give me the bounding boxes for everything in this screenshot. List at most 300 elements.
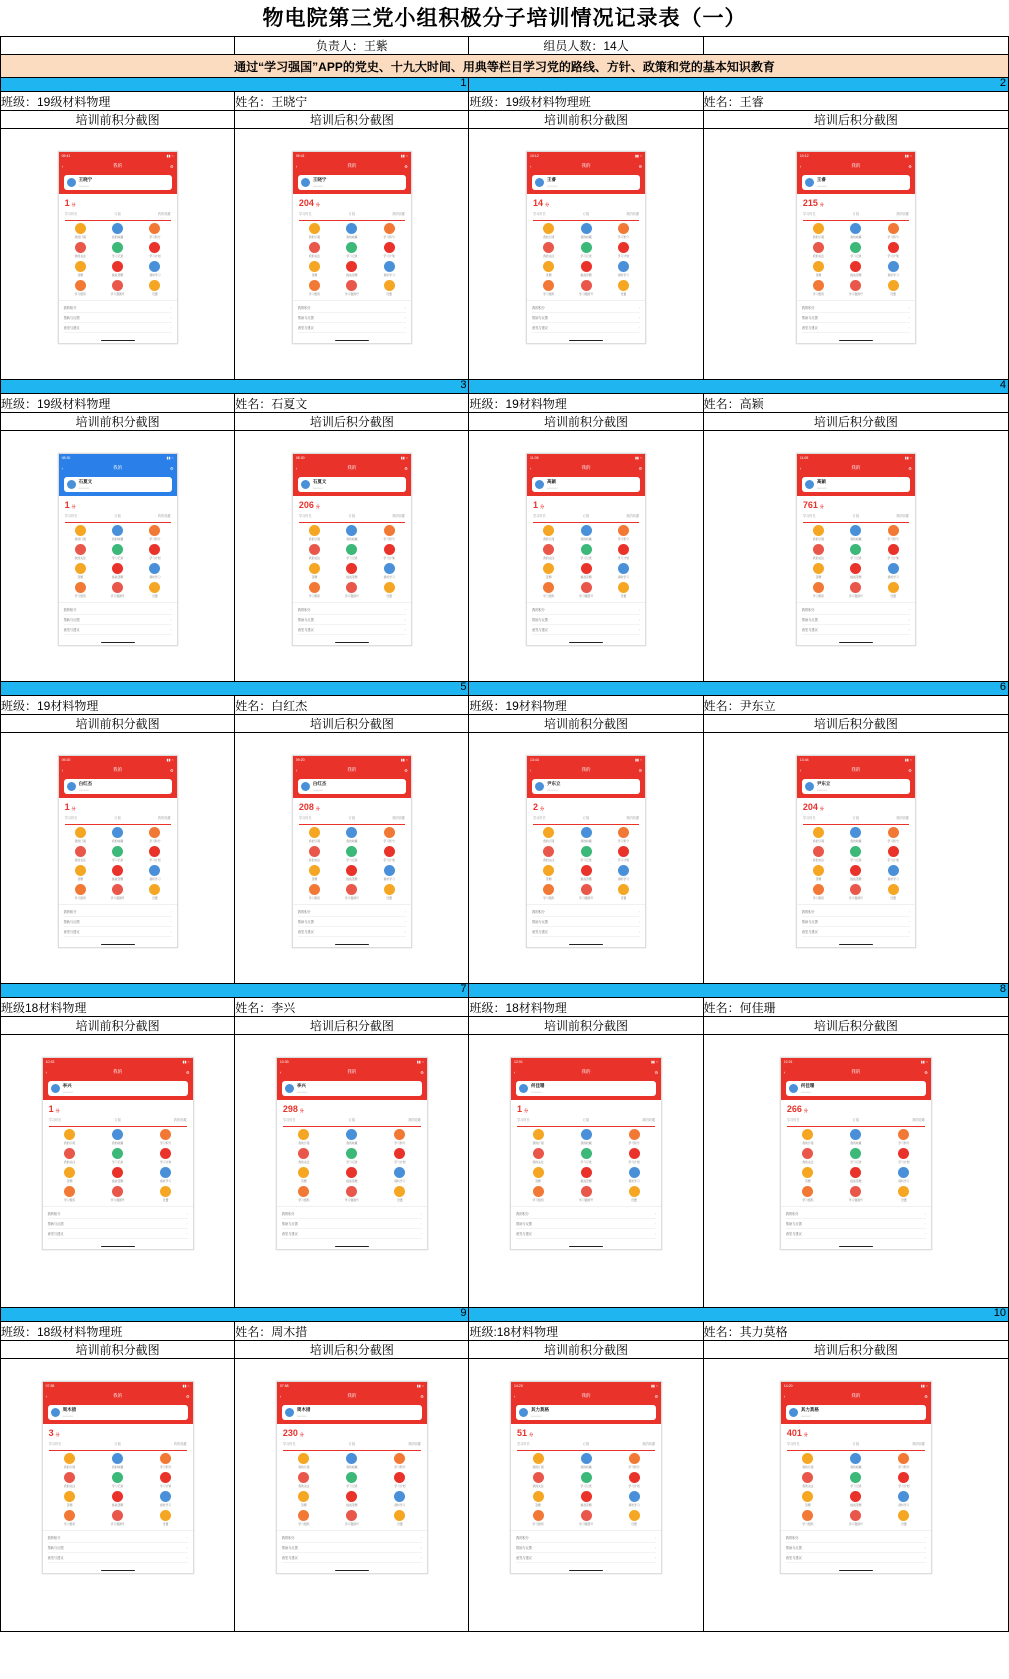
tile-item[interactable]: [515, 1491, 561, 1507]
tile-item[interactable]: [881, 1148, 927, 1164]
tile-item[interactable]: [137, 223, 172, 239]
tile-item[interactable]: [334, 544, 369, 560]
tile-item[interactable]: [95, 1510, 141, 1526]
tile-item[interactable]: [785, 1510, 831, 1526]
list-item[interactable]: [786, 1209, 926, 1219]
tile-item[interactable]: [143, 1148, 189, 1164]
tile-item[interactable]: [881, 1167, 927, 1183]
list-item[interactable]: [786, 1219, 926, 1229]
tile-item[interactable]: [531, 827, 566, 843]
list-item[interactable]: [282, 1229, 422, 1239]
app-tab[interactable]: 我的收藏: [408, 1118, 421, 1122]
gear-icon[interactable]: ⚙: [170, 163, 174, 169]
tile-item[interactable]: [838, 280, 873, 296]
tile-item[interactable]: [568, 223, 603, 239]
app-tab[interactable]: 订阅: [114, 816, 121, 820]
tile-item[interactable]: [833, 1186, 879, 1202]
profile-row[interactable]: [802, 779, 910, 794]
app-tabs[interactable]: [797, 814, 915, 823]
app-tab[interactable]: 学习时长: [48, 1118, 62, 1122]
app-tab[interactable]: 学习时长: [533, 514, 546, 518]
gear-icon[interactable]: ⚙: [654, 1069, 659, 1075]
tile-item[interactable]: [606, 865, 641, 881]
gear-icon[interactable]: ⚙: [924, 1393, 928, 1399]
list-item[interactable]: [48, 1553, 188, 1563]
app-tab[interactable]: 学习时长: [298, 514, 312, 518]
list-item[interactable]: [282, 1219, 422, 1229]
tile-item[interactable]: [371, 242, 406, 258]
app-tab[interactable]: 我的收藏: [912, 1118, 925, 1122]
list-item[interactable]: [282, 1533, 422, 1543]
app-tab[interactable]: 我的收藏: [173, 1442, 187, 1446]
tile-item[interactable]: [334, 261, 369, 277]
tile-item[interactable]: [833, 1453, 879, 1469]
list-item[interactable]: [802, 927, 910, 937]
tile-item[interactable]: [137, 525, 172, 541]
app-tab[interactable]: 学习时长: [802, 514, 816, 518]
gear-icon[interactable]: ⚙: [170, 767, 174, 773]
tile-item[interactable]: [881, 1453, 927, 1469]
tile-item[interactable]: [143, 1491, 189, 1507]
profile-row[interactable]: [298, 477, 406, 492]
app-tabs[interactable]: [43, 1116, 193, 1125]
list-item[interactable]: [64, 323, 172, 333]
tile-item[interactable]: [606, 563, 641, 579]
app-tab[interactable]: 订阅: [348, 1442, 356, 1446]
tile-item[interactable]: [143, 1453, 189, 1469]
tile-item[interactable]: [611, 1453, 657, 1469]
tile-item[interactable]: [801, 846, 836, 862]
gear-icon[interactable]: ⚙: [186, 1393, 190, 1399]
tile-item[interactable]: [801, 865, 836, 881]
app-tab[interactable]: 学习时长: [298, 816, 312, 820]
tile-item[interactable]: [95, 1167, 141, 1183]
tile-item[interactable]: [329, 1186, 375, 1202]
back-icon[interactable]: ‹: [61, 767, 64, 773]
app-tab[interactable]: 学习时长: [786, 1442, 800, 1446]
tile-item[interactable]: [606, 846, 641, 862]
app-tab[interactable]: 订阅: [582, 514, 590, 518]
tile-item[interactable]: [281, 1167, 327, 1183]
tile-item[interactable]: [801, 582, 836, 598]
gear-icon[interactable]: ⚙: [186, 1069, 190, 1075]
tile-item[interactable]: [531, 223, 566, 239]
back-icon[interactable]: ‹: [295, 767, 298, 773]
tile-item[interactable]: [329, 1129, 375, 1145]
tile-item[interactable]: [95, 1472, 141, 1488]
gear-icon[interactable]: ⚙: [908, 465, 912, 471]
tile-item[interactable]: [833, 1491, 879, 1507]
tile-item[interactable]: [297, 865, 332, 881]
back-icon[interactable]: ‹: [530, 767, 532, 773]
list-item[interactable]: [64, 917, 172, 927]
app-tab[interactable]: 订阅: [852, 514, 860, 518]
app-tab[interactable]: 我的收藏: [392, 816, 405, 820]
back-icon[interactable]: ‹: [799, 465, 802, 471]
app-tab[interactable]: 我的收藏: [173, 1118, 187, 1122]
app-tab[interactable]: 订阅: [114, 212, 121, 216]
list-item[interactable]: [532, 917, 640, 927]
list-item[interactable]: [786, 1229, 926, 1239]
tile-item[interactable]: [838, 525, 873, 541]
list-item[interactable]: [298, 605, 406, 615]
tile-item[interactable]: [63, 884, 98, 900]
tile-item[interactable]: [838, 582, 873, 598]
list-item[interactable]: [802, 605, 910, 615]
tile-item[interactable]: [95, 1491, 141, 1507]
list-item[interactable]: [48, 1219, 188, 1229]
tile-item[interactable]: [281, 1510, 327, 1526]
tile-item[interactable]: [611, 1167, 657, 1183]
tile-item[interactable]: [95, 1129, 141, 1145]
tile-item[interactable]: [63, 525, 98, 541]
tile-item[interactable]: [377, 1167, 423, 1183]
tile-item[interactable]: [875, 884, 910, 900]
tile-item[interactable]: [371, 544, 406, 560]
tile-item[interactable]: [95, 1186, 141, 1202]
tile-item[interactable]: [563, 1472, 609, 1488]
tile-item[interactable]: [875, 280, 910, 296]
tile-item[interactable]: [515, 1167, 561, 1183]
tile-item[interactable]: [531, 525, 566, 541]
tile-item[interactable]: [568, 280, 603, 296]
app-tabs[interactable]: [781, 1440, 931, 1449]
app-tab[interactable]: 我的收藏: [912, 1442, 925, 1446]
tile-item[interactable]: [611, 1510, 657, 1526]
app-tab[interactable]: 我的收藏: [157, 816, 171, 820]
tile-item[interactable]: [606, 884, 641, 900]
tile-item[interactable]: [47, 1129, 93, 1145]
tile-item[interactable]: [297, 846, 332, 862]
tile-item[interactable]: [563, 1510, 609, 1526]
tile-item[interactable]: [785, 1148, 831, 1164]
tile-item[interactable]: [281, 1186, 327, 1202]
tile-item[interactable]: [47, 1472, 93, 1488]
tile-item[interactable]: [47, 1491, 93, 1507]
tile-item[interactable]: [63, 242, 98, 258]
list-item[interactable]: [532, 303, 640, 313]
profile-row[interactable]: [48, 1081, 188, 1096]
app-tab[interactable]: 我的收藏: [392, 514, 405, 518]
app-tab[interactable]: 我的收藏: [642, 1442, 656, 1446]
tile-item[interactable]: [137, 261, 172, 277]
tile-item[interactable]: [100, 582, 135, 598]
tile-item[interactable]: [568, 563, 603, 579]
app-tab[interactable]: 学习时长: [298, 212, 312, 216]
tile-item[interactable]: [334, 884, 369, 900]
back-icon[interactable]: ‹: [279, 1069, 282, 1075]
list-item[interactable]: [64, 605, 172, 615]
tile-item[interactable]: [334, 563, 369, 579]
app-tabs[interactable]: [277, 1440, 427, 1449]
tile-item[interactable]: [100, 525, 135, 541]
app-tab[interactable]: 学习时长: [64, 212, 78, 216]
tile-item[interactable]: [371, 280, 406, 296]
back-icon[interactable]: ‹: [61, 163, 64, 169]
list-item[interactable]: [64, 313, 172, 323]
tile-item[interactable]: [377, 1472, 423, 1488]
tile-item[interactable]: [100, 223, 135, 239]
tile-item[interactable]: [377, 1510, 423, 1526]
tile-item[interactable]: [377, 1491, 423, 1507]
back-icon[interactable]: ‹: [799, 163, 802, 169]
tile-item[interactable]: [297, 261, 332, 277]
app-tab[interactable]: 订阅: [852, 1118, 860, 1122]
tile-item[interactable]: [531, 865, 566, 881]
tile-item[interactable]: [801, 563, 836, 579]
list-item[interactable]: [64, 625, 172, 635]
app-tabs[interactable]: [527, 210, 645, 219]
tile-item[interactable]: [297, 563, 332, 579]
list-item[interactable]: [786, 1533, 926, 1543]
gear-icon[interactable]: ⚙: [404, 465, 408, 471]
profile-row[interactable]: [64, 477, 172, 492]
app-tab[interactable]: 我的收藏: [896, 514, 909, 518]
tile-item[interactable]: [611, 1472, 657, 1488]
gear-icon[interactable]: ⚙: [638, 465, 643, 471]
tile-item[interactable]: [606, 280, 641, 296]
tile-item[interactable]: [143, 1186, 189, 1202]
app-tab[interactable]: 我的收藏: [626, 212, 640, 216]
list-item[interactable]: [802, 303, 910, 313]
profile-row[interactable]: [298, 175, 406, 190]
tile-item[interactable]: [833, 1167, 879, 1183]
app-tab[interactable]: 学习时长: [64, 514, 78, 518]
tile-item[interactable]: [568, 242, 603, 258]
list-item[interactable]: [802, 625, 910, 635]
list-item[interactable]: [532, 615, 640, 625]
list-item[interactable]: [298, 313, 406, 323]
tile-item[interactable]: [606, 261, 641, 277]
tile-item[interactable]: [785, 1491, 831, 1507]
tile-item[interactable]: [606, 582, 641, 598]
tile-item[interactable]: [100, 563, 135, 579]
tile-item[interactable]: [881, 1472, 927, 1488]
tile-item[interactable]: [329, 1510, 375, 1526]
tile-item[interactable]: [100, 242, 135, 258]
tile-item[interactable]: [371, 582, 406, 598]
tile-item[interactable]: [137, 280, 172, 296]
app-tab[interactable]: 学习时长: [533, 212, 546, 216]
tile-item[interactable]: [606, 525, 641, 541]
tile-item[interactable]: [838, 827, 873, 843]
tile-item[interactable]: [281, 1129, 327, 1145]
app-tab[interactable]: 学习时长: [802, 816, 816, 820]
list-item[interactable]: [786, 1543, 926, 1553]
tile-item[interactable]: [281, 1491, 327, 1507]
gear-icon[interactable]: ⚙: [654, 1393, 659, 1399]
profile-row[interactable]: [802, 175, 910, 190]
tile-item[interactable]: [563, 1129, 609, 1145]
list-item[interactable]: [802, 323, 910, 333]
tile-item[interactable]: [611, 1129, 657, 1145]
tile-item[interactable]: [838, 846, 873, 862]
tile-item[interactable]: [329, 1167, 375, 1183]
list-item[interactable]: [802, 907, 910, 917]
app-tabs[interactable]: [511, 1440, 661, 1449]
app-tabs[interactable]: [781, 1116, 931, 1125]
tile-item[interactable]: [334, 827, 369, 843]
tile-item[interactable]: [611, 1186, 657, 1202]
tile-item[interactable]: [63, 865, 98, 881]
profile-row[interactable]: [298, 779, 406, 794]
tile-item[interactable]: [334, 582, 369, 598]
tile-item[interactable]: [137, 544, 172, 560]
tile-item[interactable]: [838, 242, 873, 258]
tile-item[interactable]: [568, 827, 603, 843]
gear-icon[interactable]: ⚙: [638, 767, 643, 773]
gear-icon[interactable]: ⚙: [924, 1069, 928, 1075]
app-tab[interactable]: 学习时长: [64, 816, 78, 820]
back-icon[interactable]: ‹: [45, 1069, 48, 1075]
list-item[interactable]: [802, 917, 910, 927]
tile-item[interactable]: [334, 223, 369, 239]
tile-item[interactable]: [63, 280, 98, 296]
tile-item[interactable]: [297, 582, 332, 598]
gear-icon[interactable]: ⚙: [908, 767, 912, 773]
tile-item[interactable]: [568, 582, 603, 598]
tile-item[interactable]: [801, 261, 836, 277]
profile-row[interactable]: [516, 1405, 656, 1420]
tile-item[interactable]: [137, 242, 172, 258]
tile-item[interactable]: [568, 884, 603, 900]
tile-item[interactable]: [785, 1186, 831, 1202]
back-icon[interactable]: ‹: [514, 1393, 516, 1399]
list-item[interactable]: [282, 1209, 422, 1219]
tile-item[interactable]: [63, 846, 98, 862]
tile-item[interactable]: [47, 1453, 93, 1469]
tile-item[interactable]: [875, 865, 910, 881]
tile-item[interactable]: [329, 1148, 375, 1164]
tile-item[interactable]: [281, 1472, 327, 1488]
profile-row[interactable]: [282, 1405, 422, 1420]
tile-item[interactable]: [563, 1167, 609, 1183]
back-icon[interactable]: ‹: [279, 1393, 282, 1399]
list-item[interactable]: [298, 625, 406, 635]
list-item[interactable]: [786, 1553, 926, 1563]
app-tabs[interactable]: [293, 814, 411, 823]
tile-item[interactable]: [833, 1129, 879, 1145]
tile-item[interactable]: [297, 242, 332, 258]
tile-item[interactable]: [63, 582, 98, 598]
tile-item[interactable]: [63, 544, 98, 560]
app-tab[interactable]: 学习时长: [48, 1442, 62, 1446]
list-item[interactable]: [64, 927, 172, 937]
app-tab[interactable]: 学习时长: [282, 1442, 296, 1446]
list-item[interactable]: [532, 605, 640, 615]
gear-icon[interactable]: ⚙: [638, 163, 643, 169]
list-item[interactable]: [64, 615, 172, 625]
tile-item[interactable]: [531, 242, 566, 258]
app-tab[interactable]: 订阅: [114, 1118, 121, 1122]
back-icon[interactable]: ‹: [799, 767, 802, 773]
tile-item[interactable]: [329, 1491, 375, 1507]
tile-item[interactable]: [143, 1472, 189, 1488]
tile-item[interactable]: [531, 280, 566, 296]
tile-item[interactable]: [47, 1148, 93, 1164]
gear-icon[interactable]: ⚙: [404, 767, 408, 773]
tile-item[interactable]: [611, 1148, 657, 1164]
app-tab[interactable]: 我的收藏: [896, 816, 909, 820]
app-tabs[interactable]: [293, 512, 411, 521]
list-item[interactable]: [298, 323, 406, 333]
list-item[interactable]: [516, 1533, 656, 1543]
back-icon[interactable]: ‹: [530, 163, 532, 169]
app-tabs[interactable]: [511, 1116, 661, 1125]
tile-item[interactable]: [785, 1453, 831, 1469]
tile-item[interactable]: [143, 1129, 189, 1145]
tile-item[interactable]: [63, 261, 98, 277]
tile-item[interactable]: [137, 827, 172, 843]
app-tab[interactable]: 订阅: [582, 1118, 590, 1122]
back-icon[interactable]: ‹: [295, 163, 298, 169]
app-tabs[interactable]: [797, 210, 915, 219]
tile-item[interactable]: [377, 1129, 423, 1145]
profile-row[interactable]: [282, 1081, 422, 1096]
app-tabs[interactable]: [527, 512, 645, 521]
tile-item[interactable]: [838, 865, 873, 881]
tile-item[interactable]: [568, 525, 603, 541]
tile-item[interactable]: [606, 544, 641, 560]
tile-item[interactable]: [606, 242, 641, 258]
tile-item[interactable]: [100, 884, 135, 900]
app-tab[interactable]: 我的收藏: [896, 212, 909, 216]
tile-item[interactable]: [137, 884, 172, 900]
profile-row[interactable]: [786, 1081, 926, 1096]
list-item[interactable]: [516, 1209, 656, 1219]
app-tab[interactable]: 订阅: [852, 1442, 860, 1446]
tile-item[interactable]: [281, 1148, 327, 1164]
tile-item[interactable]: [100, 865, 135, 881]
tile-item[interactable]: [563, 1491, 609, 1507]
app-tab[interactable]: 我的收藏: [408, 1442, 421, 1446]
app-tab[interactable]: 我的收藏: [392, 212, 405, 216]
app-tab[interactable]: 我的收藏: [157, 212, 171, 216]
tile-item[interactable]: [785, 1472, 831, 1488]
list-item[interactable]: [802, 313, 910, 323]
list-item[interactable]: [298, 907, 406, 917]
app-tab[interactable]: 订阅: [852, 816, 860, 820]
profile-row[interactable]: [532, 779, 640, 794]
list-item[interactable]: [282, 1543, 422, 1553]
tile-item[interactable]: [515, 1453, 561, 1469]
tile-item[interactable]: [334, 865, 369, 881]
tile-item[interactable]: [137, 865, 172, 881]
tile-item[interactable]: [515, 1148, 561, 1164]
list-item[interactable]: [48, 1209, 188, 1219]
tile-item[interactable]: [881, 1491, 927, 1507]
tile-item[interactable]: [531, 544, 566, 560]
list-item[interactable]: [516, 1219, 656, 1229]
tile-item[interactable]: [137, 563, 172, 579]
list-item[interactable]: [48, 1533, 188, 1543]
tile-item[interactable]: [515, 1186, 561, 1202]
tile-item[interactable]: [568, 544, 603, 560]
tile-item[interactable]: [95, 1148, 141, 1164]
tile-item[interactable]: [334, 242, 369, 258]
tile-item[interactable]: [63, 223, 98, 239]
tile-item[interactable]: [833, 1472, 879, 1488]
tile-item[interactable]: [531, 563, 566, 579]
tile-item[interactable]: [47, 1186, 93, 1202]
tile-item[interactable]: [297, 544, 332, 560]
list-item[interactable]: [64, 303, 172, 313]
tile-item[interactable]: [531, 582, 566, 598]
tile-item[interactable]: [875, 563, 910, 579]
back-icon[interactable]: ‹: [783, 1069, 786, 1075]
app-tab[interactable]: 学习时长: [786, 1118, 800, 1122]
tile-item[interactable]: [563, 1453, 609, 1469]
